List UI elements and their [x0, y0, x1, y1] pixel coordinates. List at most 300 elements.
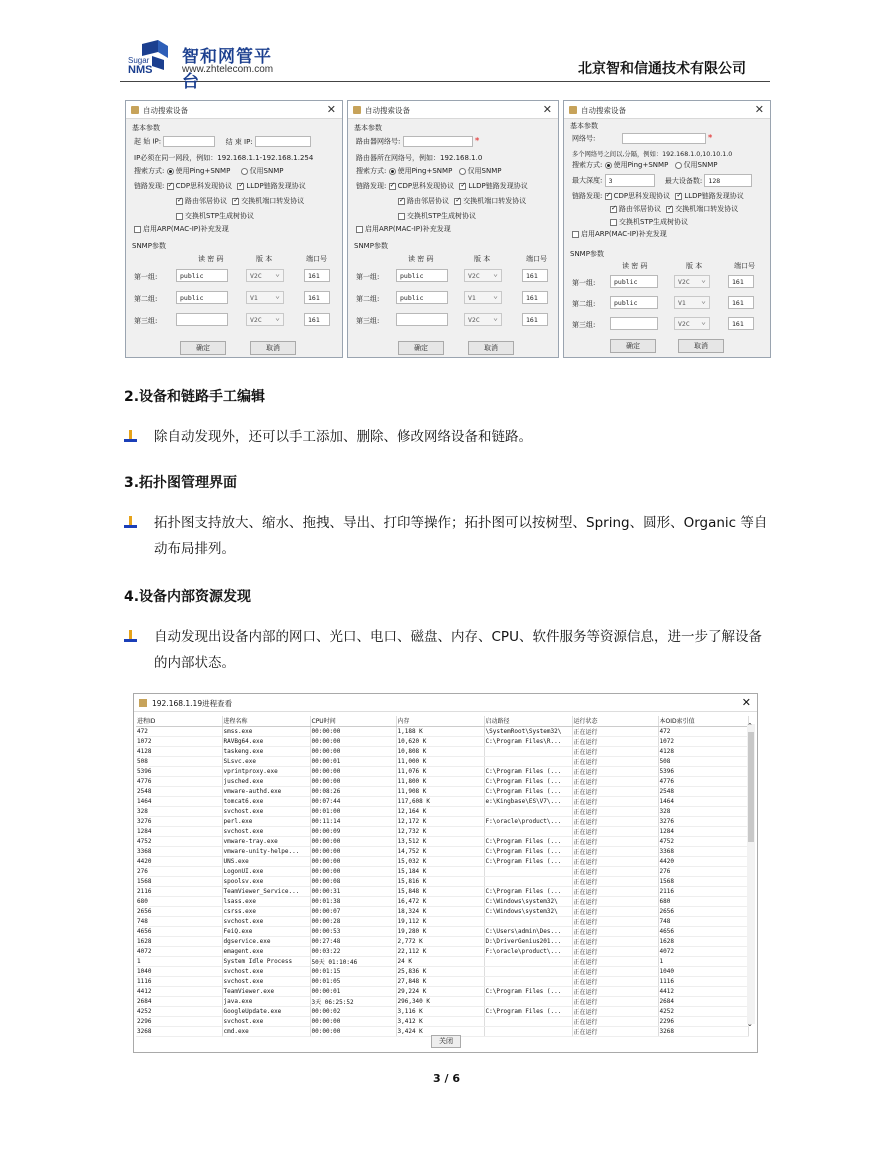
search-mode-label: 搜索方式:	[356, 167, 387, 175]
table-row[interactable]	[136, 846, 748, 856]
table-cell: 3,412 K	[396, 1016, 484, 1026]
table-cell: 4252	[658, 1006, 748, 1016]
router-net-hint: 路由器所在网络号，例如：192.168.1.0	[356, 154, 483, 162]
table-cell: 正在运行	[572, 996, 658, 1006]
required-mark: *	[707, 133, 713, 144]
g2-3-community-input[interactable]	[396, 313, 448, 326]
column-header[interactable]: 运行状态	[572, 716, 658, 726]
table-cell: 正在运行	[572, 736, 658, 746]
radio-snmp-only[interactable]	[241, 168, 248, 175]
table-cell: C:\Program Files (...	[484, 1006, 572, 1016]
g2-1-version-select[interactable]: V2C ⌄	[464, 269, 502, 282]
process-window-titlebar	[134, 694, 757, 712]
table-cell: 正在运行	[572, 836, 658, 846]
table-cell: 276	[658, 866, 748, 876]
page-number: 3 / 6	[433, 1072, 460, 1085]
max-depth-label: 最大深度:	[572, 176, 603, 185]
checkbox-stp[interactable]	[176, 213, 183, 220]
table-cell: 1072	[658, 736, 748, 746]
table-cell: 328	[658, 806, 748, 816]
table-cell: 10,620 K	[396, 736, 484, 746]
table-cell: 19,112 K	[396, 916, 484, 926]
group1-label: 第一组:	[134, 273, 158, 281]
table-cell: vprintproxy.exe	[222, 766, 310, 776]
table-cell: C:\Program Files (...	[484, 776, 572, 786]
table-cell: C:\Windows\system32\	[484, 906, 572, 916]
router-ip-input[interactable]	[403, 136, 473, 147]
table-cell: C:\Program Files (...	[484, 856, 572, 866]
table-row[interactable]	[136, 746, 748, 756]
table-cell: F:\oracle\product\...	[484, 816, 572, 826]
basic-params-label: 基本参数	[132, 124, 160, 132]
table-cell: 472	[658, 726, 748, 736]
table-cell: 4128	[136, 746, 222, 756]
table-cell: 748	[658, 916, 748, 926]
table-cell: vmware-authd.exe	[222, 786, 310, 796]
table-cell: 2656	[658, 906, 748, 916]
table-cell: D:\DriverGenius201...	[484, 936, 572, 946]
table-cell: 4656	[658, 926, 748, 936]
dialog-title: 自动搜索设备	[365, 106, 410, 115]
table-cell	[484, 956, 572, 966]
checkbox-arp[interactable]	[572, 231, 579, 238]
table-cell: 00:01:00	[310, 806, 396, 816]
table-cell: 正在运行	[572, 866, 658, 876]
table-cell: 3268	[658, 1026, 748, 1036]
table-cell: 00:00:00	[310, 746, 396, 756]
table-cell: 00:00:00	[310, 766, 396, 776]
end-ip-label: 结 束 IP:	[225, 137, 253, 146]
scroll-up-icon[interactable]: ⌃	[747, 722, 753, 730]
table-cell: 3,424 K	[396, 1026, 484, 1036]
app-icon	[139, 699, 147, 707]
checkbox-stp[interactable]	[398, 213, 405, 220]
process-window-title: 192.168.1.19进程查看	[152, 699, 233, 708]
table-cell: dgservice.exe	[222, 936, 310, 946]
company-name: 北京智和信通技术有限公司	[578, 61, 746, 77]
table-scrollbar[interactable]	[747, 722, 755, 1028]
table-row[interactable]	[136, 796, 748, 806]
table-cell: 4776	[136, 776, 222, 786]
g1-community-input[interactable]: public	[176, 269, 228, 282]
table-cell: 正在运行	[572, 886, 658, 896]
dialog-title: 自动搜索设备	[143, 106, 188, 115]
radio-ping-snmp-label: 使用Ping+SNMP	[397, 167, 453, 175]
g3-version-select[interactable]: V2C ⌄	[246, 313, 284, 326]
close-icon[interactable]: ✕	[542, 103, 552, 116]
table-cell: F:\oracle\product\...	[484, 946, 572, 956]
table-cell: 正在运行	[572, 966, 658, 976]
g2-3-port-input[interactable]: 161	[522, 313, 548, 326]
table-cell: svchost.exe	[222, 806, 310, 816]
table-cell: 00:11:14	[310, 816, 396, 826]
g2-2-community-input[interactable]: public	[396, 291, 448, 304]
scroll-down-icon[interactable]: ⌄	[747, 1020, 753, 1028]
table-cell: 5396	[658, 766, 748, 776]
checkbox-cdp-label: CDP思科发现协议	[397, 182, 455, 190]
dialog-titlebar	[564, 101, 770, 119]
table-cell	[484, 866, 572, 876]
table-cell: 1040	[658, 966, 748, 976]
checkbox-lldp[interactable]	[237, 183, 244, 190]
table-cell: 1464	[136, 796, 222, 806]
bullet-icon	[124, 630, 137, 643]
g2-2-version-select[interactable]: V1 ⌄	[464, 291, 502, 304]
close-icon[interactable]: ✕	[754, 103, 764, 116]
table-cell: C:\Program Files (...	[484, 846, 572, 856]
table-cell: 4072	[658, 946, 748, 956]
table-cell	[484, 1016, 572, 1026]
table-cell: 00:01:05	[310, 976, 396, 986]
g2-version-select[interactable]: V1 ⌄	[246, 291, 284, 304]
table-cell: 00:01:38	[310, 896, 396, 906]
dialog-network	[563, 100, 771, 358]
table-cell: 1116	[136, 976, 222, 986]
table-cell: 11,076 K	[396, 766, 484, 776]
column-header[interactable]: 进程ID	[136, 716, 222, 726]
table-row[interactable]	[136, 986, 748, 996]
g2-2-port-input[interactable]: 161	[522, 291, 548, 304]
table-row[interactable]	[136, 956, 748, 966]
table-cell: LogonUI.exe	[222, 866, 310, 876]
table-row[interactable]	[136, 916, 748, 926]
checkbox-switch-port[interactable]	[232, 198, 239, 205]
table-row[interactable]	[136, 966, 748, 976]
table-cell: 00:08:26	[310, 786, 396, 796]
table-row[interactable]	[136, 806, 748, 816]
group2-label: 第二组:	[134, 295, 158, 303]
table-cell: svchost.exe	[222, 916, 310, 926]
table-cell: C:\Program Files (...	[484, 836, 572, 846]
checkbox-lldp[interactable]	[459, 183, 466, 190]
max-devices-input[interactable]: 128	[704, 174, 752, 187]
max-devices-label: 最大设备数:	[664, 176, 703, 185]
table-cell: \SystemRoot\System32\	[484, 726, 572, 736]
table-cell: 正在运行	[572, 1006, 658, 1016]
required-mark: *	[474, 136, 480, 147]
end-ip-input[interactable]	[255, 136, 311, 147]
ok-button[interactable]: 确定	[180, 341, 226, 355]
col-version: 版 本	[474, 255, 491, 263]
table-cell: 3268	[136, 1026, 222, 1036]
column-header[interactable]: CPU时间	[310, 716, 396, 726]
table-cell: 1284	[658, 826, 748, 836]
table-cell: 00:00:28	[310, 916, 396, 926]
checkbox-routing[interactable]	[398, 198, 405, 205]
table-cell: 2684	[658, 996, 748, 1006]
g2-port-input[interactable]: 161	[304, 291, 330, 304]
table-cell: 3,116 K	[396, 1006, 484, 1016]
table-cell	[484, 826, 572, 836]
col-version: 版 本	[256, 255, 273, 263]
max-depth-input[interactable]: 3	[605, 174, 655, 187]
table-cell: 正在运行	[572, 1026, 658, 1036]
table-row[interactable]	[136, 1006, 748, 1016]
table-row[interactable]	[136, 996, 748, 1006]
checkbox-arp[interactable]	[134, 226, 141, 233]
table-cell: 正在运行	[572, 856, 658, 866]
table-row[interactable]	[136, 856, 748, 866]
table-cell: 50天 01:10:46	[310, 956, 396, 966]
app-icon	[353, 106, 361, 114]
table-row[interactable]	[136, 946, 748, 956]
group1-label: 第一组:	[572, 279, 596, 287]
table-cell: 正在运行	[572, 906, 658, 916]
checkbox-switch-port[interactable]	[454, 198, 461, 205]
table-cell: 00:00:02	[310, 1006, 396, 1016]
bullet-text: 拓扑图支持放大、缩水、拖拽、导出、打印等操作；拓扑图可以按树型、Spring、圆形、Organic 等自动布局排列。	[154, 515, 768, 557]
section-bullet-3	[124, 510, 770, 566]
checkbox-arp[interactable]	[356, 226, 363, 233]
ok-button[interactable]: 确定	[610, 339, 656, 353]
process-table	[136, 716, 749, 1037]
table-row[interactable]	[136, 766, 748, 776]
dialog-title: 自动搜索设备	[581, 106, 626, 115]
radio-ping-snmp-label: 使用Ping+SNMP	[613, 161, 669, 169]
router-ip-label: 路由器网络号:	[356, 137, 401, 146]
table-cell: 正在运行	[572, 936, 658, 946]
checkbox-cdp[interactable]	[167, 183, 174, 190]
g3-2-version-select[interactable]: V1 ⌄	[674, 296, 710, 309]
checkbox-routing-label: 路由邻居协议	[407, 197, 449, 205]
g2-1-port-input[interactable]: 161	[522, 269, 548, 282]
column-header[interactable]: 本OID索引值	[658, 716, 748, 726]
table-cell: svchost.exe	[222, 976, 310, 986]
table-cell: 4752	[658, 836, 748, 846]
g3-1-port-input[interactable]: 161	[728, 275, 754, 288]
column-header[interactable]: 启动路径	[484, 716, 572, 726]
table-cell: 1284	[136, 826, 222, 836]
table-cell: 3368	[136, 846, 222, 856]
logo-sugar-text: Sugar	[128, 56, 150, 65]
table-cell: 5396	[136, 766, 222, 776]
table-cell: 正在运行	[572, 726, 658, 736]
logo-brand-text: 智和网管平台	[182, 47, 272, 92]
table-cell: 00:00:01	[310, 986, 396, 996]
close-icon[interactable]: ✕	[326, 103, 336, 116]
checkbox-cdp-label: CDP思科发现协议	[175, 182, 233, 190]
table-cell: emagent.exe	[222, 946, 310, 956]
table-cell: 正在运行	[572, 746, 658, 756]
table-row[interactable]	[136, 896, 748, 906]
table-cell: 24 K	[396, 956, 484, 966]
table-cell: 00:00:00	[310, 1016, 396, 1026]
table-cell	[484, 746, 572, 756]
ok-button[interactable]: 确定	[398, 341, 444, 355]
link-discovery-label: 链路发现:	[572, 192, 603, 200]
g3-2-community-input[interactable]: public	[610, 296, 658, 309]
table-cell: 29,224 K	[396, 986, 484, 996]
checkbox-stp-label: 交换机STP生成树协议	[185, 212, 254, 220]
group3-label: 第三组:	[356, 317, 380, 325]
table-cell: 00:00:00	[310, 836, 396, 846]
table-cell	[484, 1026, 572, 1036]
snmp-params-label: SNMP参数	[570, 250, 604, 258]
scrollbar-thumb[interactable]	[748, 732, 754, 842]
table-cell: e:\Kingbase\ES\V7\...	[484, 796, 572, 806]
group3-label: 第三组:	[572, 321, 596, 329]
table-cell: spoolsv.exe	[222, 876, 310, 886]
col-community: 读 密 码	[408, 255, 434, 263]
column-header[interactable]: 进程名称	[222, 716, 310, 726]
net-no-input[interactable]	[622, 133, 706, 144]
table-cell: UNS.exe	[222, 856, 310, 866]
table-cell: 18,324 K	[396, 906, 484, 916]
table-cell: 13,512 K	[396, 836, 484, 846]
table-row[interactable]	[136, 886, 748, 896]
cancel-button[interactable]: 取消	[468, 341, 514, 355]
table-cell: 1628	[658, 936, 748, 946]
table-row[interactable]	[136, 866, 748, 876]
table-cell: 4412	[658, 986, 748, 996]
dialog-ip-range	[125, 100, 343, 358]
g3-3-version-select[interactable]: V2C ⌄	[674, 317, 710, 330]
table-cell: 11,000 K	[396, 756, 484, 766]
g3-3-community-input[interactable]	[610, 317, 658, 330]
snmp-params-label: SNMP参数	[132, 242, 166, 250]
table-cell: C:\Program Files (...	[484, 786, 572, 796]
table-cell	[484, 876, 572, 886]
table-row[interactable]	[136, 926, 748, 936]
table-cell	[484, 756, 572, 766]
table-cell: 14,752 K	[396, 846, 484, 856]
table-cell: 00:07:44	[310, 796, 396, 806]
table-cell: 10,808 K	[396, 746, 484, 756]
table-cell: FeiQ.exe	[222, 926, 310, 936]
cancel-button[interactable]: 取消	[250, 341, 296, 355]
table-cell: 12,732 K	[396, 826, 484, 836]
group2-label: 第二组:	[572, 300, 596, 308]
checkbox-routing[interactable]	[176, 198, 183, 205]
checkbox-switch-port[interactable]	[666, 206, 673, 213]
table-cell: csrss.exe	[222, 906, 310, 916]
g3-1-community-input[interactable]: public	[610, 275, 658, 288]
table-cell: 1072	[136, 736, 222, 746]
table-cell: 正在运行	[572, 946, 658, 956]
table-cell: 正在运行	[572, 1016, 658, 1026]
g3-port-input[interactable]: 161	[304, 313, 330, 326]
table-cell: 00:00:31	[310, 886, 396, 896]
checkbox-switch-port-label: 交换机端口转发协议	[463, 197, 527, 205]
close-icon[interactable]: ✕	[741, 696, 751, 709]
table-cell: 正在运行	[572, 986, 658, 996]
col-port: 端口号	[526, 255, 547, 263]
table-cell: 1	[136, 956, 222, 966]
cancel-button[interactable]: 取消	[678, 339, 724, 353]
table-row[interactable]	[136, 976, 748, 986]
g3-2-port-input[interactable]: 161	[728, 296, 754, 309]
col-version: 版 本	[686, 262, 703, 270]
radio-snmp-only-label: 仅用SNMP	[467, 167, 502, 175]
table-row[interactable]	[136, 876, 748, 886]
table-cell: 2116	[136, 886, 222, 896]
radio-ping-snmp[interactable]	[167, 168, 174, 175]
table-cell: 3368	[658, 846, 748, 856]
table-cell: svchost.exe	[222, 1016, 310, 1026]
table-cell: vmware-tray.exe	[222, 836, 310, 846]
g2-community-input[interactable]: public	[176, 291, 228, 304]
table-row[interactable]	[136, 936, 748, 946]
radio-ping-snmp[interactable]	[605, 162, 612, 169]
table-row[interactable]	[136, 826, 748, 836]
g1-port-input[interactable]: 161	[304, 269, 330, 282]
table-cell: 4252	[136, 1006, 222, 1016]
table-row[interactable]	[136, 816, 748, 826]
table-cell: 117,608 K	[396, 796, 484, 806]
checkbox-stp[interactable]	[610, 219, 617, 226]
g1-version-select[interactable]: V2C ⌄	[246, 269, 284, 282]
g3-1-version-select[interactable]: V2C ⌄	[674, 275, 710, 288]
table-cell: 00:00:08	[310, 876, 396, 886]
table-cell: svchost.exe	[222, 826, 310, 836]
table-cell: 4420	[658, 856, 748, 866]
table-row[interactable]	[136, 776, 748, 786]
start-ip-input[interactable]	[163, 136, 215, 147]
table-cell: 1,188 K	[396, 726, 484, 736]
table-row[interactable]	[136, 736, 748, 746]
checkbox-switch-port-label: 交换机端口转发协议	[675, 205, 739, 213]
table-row[interactable]	[136, 906, 748, 916]
table-cell: 正在运行	[572, 756, 658, 766]
checkbox-stp-label: 交换机STP生成树协议	[619, 218, 688, 226]
table-row[interactable]	[136, 726, 748, 736]
table-cell: 12,164 K	[396, 806, 484, 816]
section-heading-2: 2.设备和链路手工编辑	[124, 389, 266, 405]
table-cell: 4128	[658, 746, 748, 756]
bullet-icon	[124, 430, 137, 443]
search-mode-label: 搜索方式:	[134, 167, 165, 175]
table-row[interactable]	[136, 756, 748, 766]
checkbox-lldp-label: LLDP链路发现协议	[468, 182, 528, 190]
table-cell: smss.exe	[222, 726, 310, 736]
table-row[interactable]	[136, 1016, 748, 1026]
auto-search-dialogs	[125, 100, 771, 360]
bullet-text: 除自动发现外，还可以手工添加、删除、修改网络设备和链路。	[154, 429, 532, 445]
table-cell: 正在运行	[572, 976, 658, 986]
table-cell: 1568	[136, 876, 222, 886]
radio-snmp-only[interactable]	[459, 168, 466, 175]
ip-hint: IP必须在同一网段，例如：192.168.1.1-192.168.1.254	[134, 154, 314, 162]
table-cell: TeamViewer_Service...	[222, 886, 310, 896]
column-header[interactable]: 内存	[396, 716, 484, 726]
table-cell: 正在运行	[572, 846, 658, 856]
col-community: 读 密 码	[198, 255, 224, 263]
table-cell: 328	[136, 806, 222, 816]
g2-1-community-input[interactable]: public	[396, 269, 448, 282]
dialog-titlebar	[126, 101, 342, 119]
col-port: 端口号	[734, 262, 755, 270]
checkbox-routing[interactable]	[610, 206, 617, 213]
basic-params-label: 基本参数	[354, 124, 382, 132]
g2-3-version-select[interactable]: V2C ⌄	[464, 313, 502, 326]
checkbox-lldp[interactable]	[675, 193, 682, 200]
table-cell: 3276	[658, 816, 748, 826]
table-row[interactable]	[136, 786, 748, 796]
g3-3-port-input[interactable]: 161	[728, 317, 754, 330]
g3-community-input[interactable]	[176, 313, 228, 326]
checkbox-cdp[interactable]	[605, 193, 612, 200]
radio-ping-snmp[interactable]	[389, 168, 396, 175]
checkbox-cdp[interactable]	[389, 183, 396, 190]
link-discovery-label: 链路发现:	[356, 182, 387, 190]
close-button[interactable]: 关闭	[431, 1035, 461, 1048]
logo-url: www.zhtelecom.com	[182, 64, 274, 75]
radio-snmp-only[interactable]	[675, 162, 682, 169]
table-row[interactable]	[136, 836, 748, 846]
net-hint: 多个网络号之间以,分隔，例如：192.168.1.0,10.10.1.0	[572, 151, 733, 158]
dialog-titlebar	[348, 101, 558, 119]
table-cell: 正在运行	[572, 926, 658, 936]
